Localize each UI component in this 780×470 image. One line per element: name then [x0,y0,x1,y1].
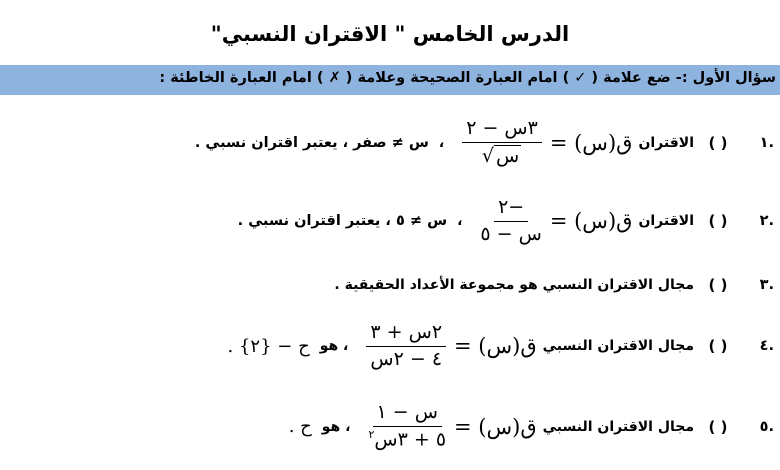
question-header: سؤال الأول :- ضع علامة ( ✓ ) امام العبارة الصحيحة وعلامة ( ✗ ) امام العبارة الخاطئة : [159,70,776,86]
item-text: الاقتران [638,213,694,230]
item-number: .٤ [759,338,774,355]
fraction-numerator: −٢ [494,197,528,222]
fraction-numerator: س − ١ [373,402,442,427]
function-expression [454,118,632,168]
item-number: .٥ [759,418,774,435]
separator: ، هو [319,338,349,355]
fraction [368,402,446,451]
domain-set: ح − {٢} . [227,335,310,357]
fraction [462,118,542,168]
fraction-numerator: ٣س − ٢ [462,118,542,143]
item-4 [224,322,774,371]
sqrt-radicand: س [495,144,520,167]
fraction-numerator: ٢س + ٣ [366,322,446,347]
function-expression [358,322,536,371]
fraction-denominator [368,427,446,451]
fraction [366,322,446,371]
answer-box[interactable]: ( ) [708,417,728,436]
function-lhs: ق(س) = [549,209,633,234]
function-lhs: ق(س) = [454,334,537,359]
denominator-base: ٥ + ٣س [374,428,447,451]
item-text: الاقتران [638,134,694,151]
item-number: .٣ [759,277,774,293]
function-lhs: ق(س) = [454,414,537,439]
fraction-denominator [483,143,521,168]
function-lhs: ق(س) = [549,130,633,155]
item-3 [328,276,774,294]
domain-set: ح . [288,416,312,437]
function-expression [472,197,632,246]
item-text: مجال الاقتران النسبي [542,338,694,355]
answer-box[interactable]: ( ) [708,212,728,231]
function-expression [360,402,536,451]
fraction [480,197,541,246]
fraction-denominator: س − ٥ [480,222,542,245]
item-text: مجال الاقتران النسبي هو مجموعة الأعداد الحقيقية . [334,277,694,293]
lesson-title: الدرس الخامس " الاقتران النسبي" [210,22,570,46]
item-text: مجال الاقتران النسبي [542,418,694,435]
separator: ، [438,134,445,151]
separator: ، هو [321,418,351,435]
answer-box[interactable]: ( ) [708,276,728,294]
fraction-denominator: ٤ − ٢س [370,347,443,370]
item-condition: س ≠ صفر ، يعتبر اقتران نسبي . [194,134,429,151]
sqrt-icon: √ [481,144,494,167]
item-condition: س ≠ ٥ ، يعتبر اقتران نسبي . [237,213,448,230]
item-1 [195,118,774,168]
item-5 [285,402,774,451]
separator: ، [457,213,463,230]
exponent: ٢ [368,427,375,441]
item-2 [238,197,774,246]
item-number: .١ [759,134,774,151]
item-number: .٢ [759,213,774,230]
answer-box[interactable]: ( ) [708,337,728,356]
answer-box[interactable]: ( ) [708,133,728,152]
